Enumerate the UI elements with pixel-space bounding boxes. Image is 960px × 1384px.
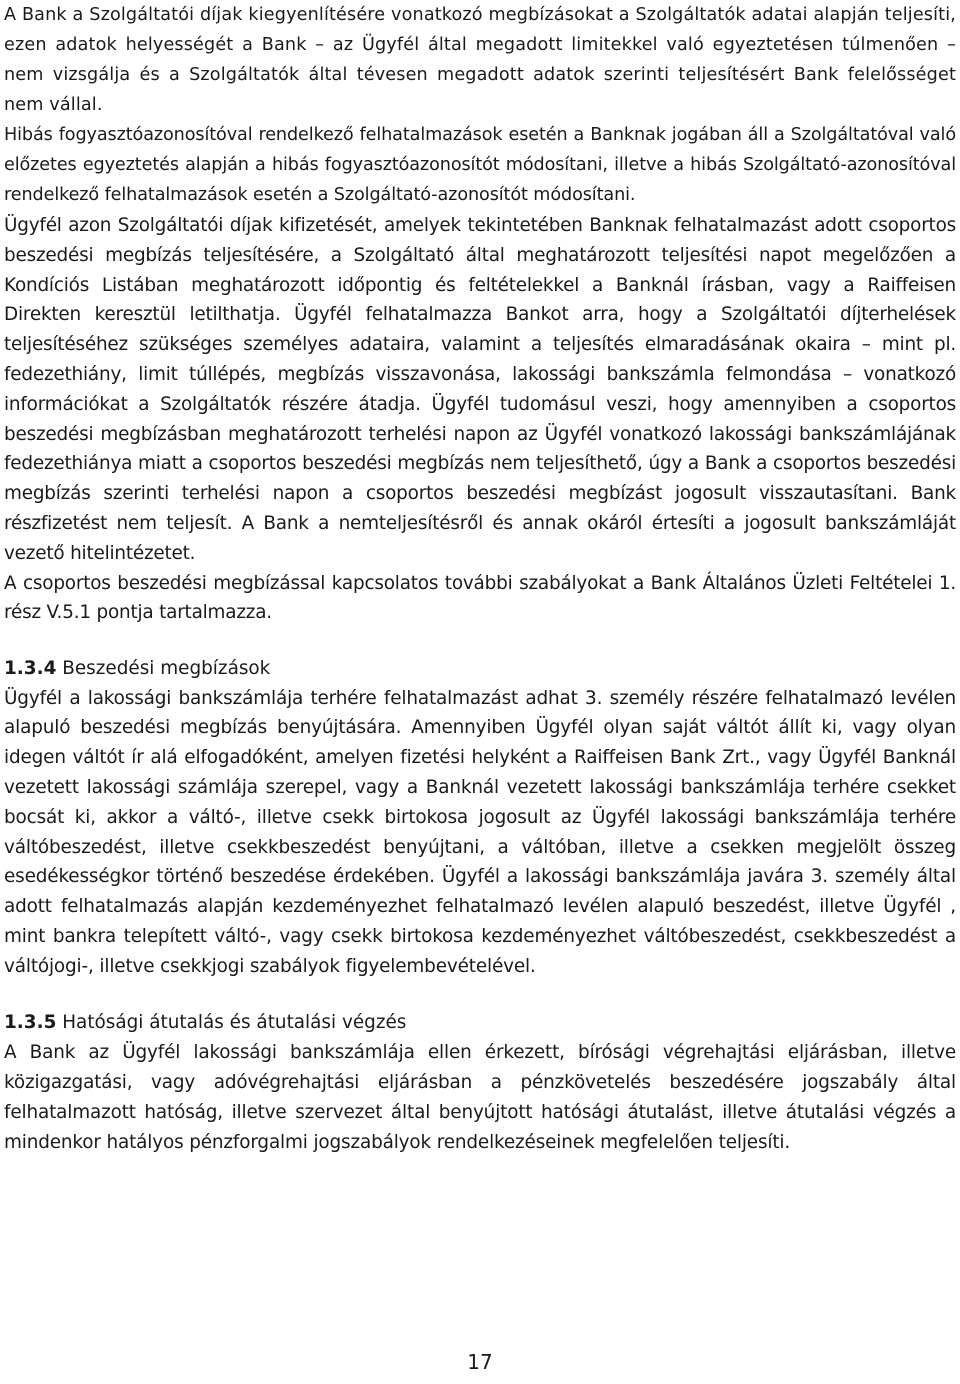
section-number: 1.3.5 (4, 1011, 57, 1033)
section-heading-official-transfer (4, 1008, 956, 1038)
paragraph-direct-debit-blocking: Ügyfél azon Szolgáltatói díjak kifizetését, amelyek tekintetében Banknak felhatalmazást adott csoportos beszedési megbízás teljesítésére, a Szolgáltató által meghatározott teljesítési napot megelőzően a Kondíciós Listában meghatározott időpontig és feltételekkel a Banknál írásban, vagy a Raiffeisen Direkten keresztül letilthatja. Ügyfél felhatalmazza Bankot arra, hogy a Szolgáltatói díjterhelések teljesítéséhez szükséges személyes adataira, valamint a teljesítés elmaradásának okaira – mint pl. fedezethiány, limit túllépés, megbízás visszavonása, lakossági bankszámla felmondása – vonatkozó információkat a Szolgáltatók részére átadja. Ügyfél tudomásul veszi, hogy amennyiben a csoportos beszedési megbízásban meghatározott terhelési napon az Ügyfél vonatkozó lakossági bankszámlájának fedezethiánya miatt a csoportos beszedési megbízás nem teljesíthető, úgy a Bank a csoportos beszedési megbízás szerinti terhelési napon a csoportos beszedési megbízást jogosult visszautasítani. Bank részfizetést nem teljesít. A Bank a nemteljesítésről és annak okáról értesíti a jogosult bankszámláját vezető hitelintézetet. (4, 215, 956, 564)
paragraph-official-transfer: A Bank az Ügyfél lakossági bankszámlája ellen érkezett, bírósági végrehajtási eljárásban, illetve közigazgatási, vagy adóvégrehajtási eljárásban a pénzkövetelés beszedésére jogszabály által felhatalmazott hatóság, illetve szervezet által benyújtott hatósági átutalást, illetve átutalási végzés a mindenkor hatályos pénzforgalmi jogszabályok rendelkezéseinek megfelelően teljesíti. (4, 1041, 956, 1153)
document-page (4, 0, 956, 1158)
section-heading-collection-orders (4, 654, 956, 684)
section-title: Beszedési megbízások (56, 657, 271, 679)
page-number: 17 (467, 1350, 493, 1374)
section-title: Hatósági átutalás és átutalási végzés (56, 1011, 407, 1033)
section-number: 1.3.4 (4, 657, 57, 679)
paragraph-general-terms-reference: A csoportos beszedési megbízással kapcsolatos további szabályokat a Bank Általános Üzleti Feltételei 1. rész V.5.1 pontja tartalmazza. (4, 572, 956, 624)
paragraph-collection-orders: Ügyfél a lakossági bankszámlája terhére felhatalmazást adhat 3. személy részére felhatalmazó levélen alapuló beszedési megbízás benyújtására. Amennyiben Ügyfél olyan saját váltót állít ki, vagy olyan idegen váltót ír alá elfogadóként, amelyen fizetési helyként a Raiffeisen Bank Zrt., vagy Ügyfél Banknál vezetett lakossági számlája szerepel, vagy a Banknál vezetett lakossági bankszámlája terhére csekket bocsát ki, akkor a váltó-, illetve csekk birtokosa jogosult az Ügyfél lakossági bankszámlája terhére váltóbeszedést, illetve csekkbeszedést benyújtani, a váltóban, illetve a csekken megjelölt összeg esedékességkor történő beszedése érdekében. Ügyfél a lakossági bankszámlája javára 3. személy által adott felhatalmazás alapján kezdeményezhet felhatalmazó levélen alapuló beszedést, illetve Ügyfél , mint bankra telepített váltó-, vagy csekk birtokosa kezdeményezhet váltóbeszedést, csekkbeszedést a váltójogi-, illetve csekkjogi szabályok figyelembevételével. (4, 687, 956, 977)
paragraph-bank-liability: A Bank a Szolgáltatói díjak kiegyenlítésére vonatkozó megbízásokat a Szolgáltatók adatai alapján teljesíti, ezen adatok helyességét a Bank – az Ügyfél által megadott limitekkel való egyeztetésen túlmenően – nem vizsgálja és a Szolgáltatók által tévesen megadott adatok szerinti teljesítésért Bank felelősséget nem vállal. (4, 5, 956, 115)
paragraph-wrong-identifier: Hibás fogyasztóazonosítóval rendelkező felhatalmazások esetén a Banknak jogában áll a Szolgáltatóval való előzetes egyeztetés alapján a hibás fogyasztóazonosítót módosítani, illetve a hibás Szolgáltató-azonosítóval rendelkező felhatalmazások esetén a Szolgáltató-azonosítót módosítani. (4, 125, 956, 205)
